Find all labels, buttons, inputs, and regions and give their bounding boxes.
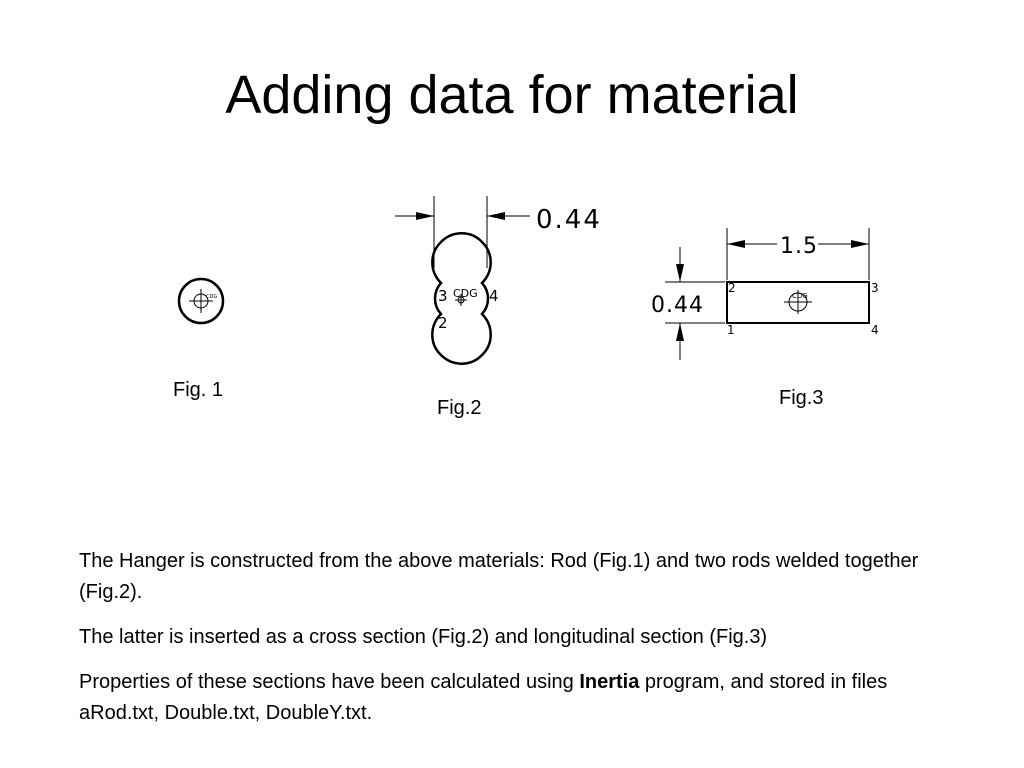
fig3-width-dimension: 1.5	[780, 234, 818, 259]
inertia-program-name: Inertia	[579, 671, 640, 693]
fig1-cdg-label: CDG	[206, 294, 218, 300]
properties-text-end: program, and stored in files aRod.txt, Double.txt, DoubleY.txt.	[79, 671, 888, 724]
fig3-point-label: 2	[728, 281, 736, 295]
fig1-caption: Fig. 1	[173, 379, 224, 401]
fig3-cdg-label: CDG	[792, 292, 808, 300]
fig3-point-label: 4	[871, 323, 879, 337]
fig2-double-rod-section	[395, 196, 602, 364]
fig3-point-label: 1	[727, 323, 735, 337]
fig3-height-dimension: 0.44	[651, 293, 704, 318]
body-text	[79, 546, 969, 743]
paragraph-materials: The Hanger is constructed from the above materials: Rod (Fig.1) and two rods welded together (Fig.2).	[79, 550, 919, 603]
paragraph-properties	[79, 667, 969, 729]
fig1-rod-section	[179, 279, 223, 323]
slide-title: Adding data for material	[225, 65, 799, 125]
fig3-caption: Fig.3	[779, 387, 824, 409]
fig2-cdg-label: CDG	[453, 287, 478, 300]
fig2-dimension-label: 0.44	[536, 205, 602, 235]
fig2-point-label: 4	[489, 287, 499, 305]
fig2-point-label: 2	[438, 314, 448, 332]
fig3-longitudinal-section	[651, 228, 879, 360]
fig2-point-label: 3	[438, 287, 448, 305]
fig3-point-label: 3	[871, 281, 879, 295]
fig2-caption: Fig.2	[437, 397, 482, 419]
properties-text-start: Properties of these sections have been calculated using	[79, 671, 580, 693]
paragraph-sections: The latter is inserted as a cross section (Fig.2) and longitudinal section (Fig.3)	[79, 626, 768, 648]
